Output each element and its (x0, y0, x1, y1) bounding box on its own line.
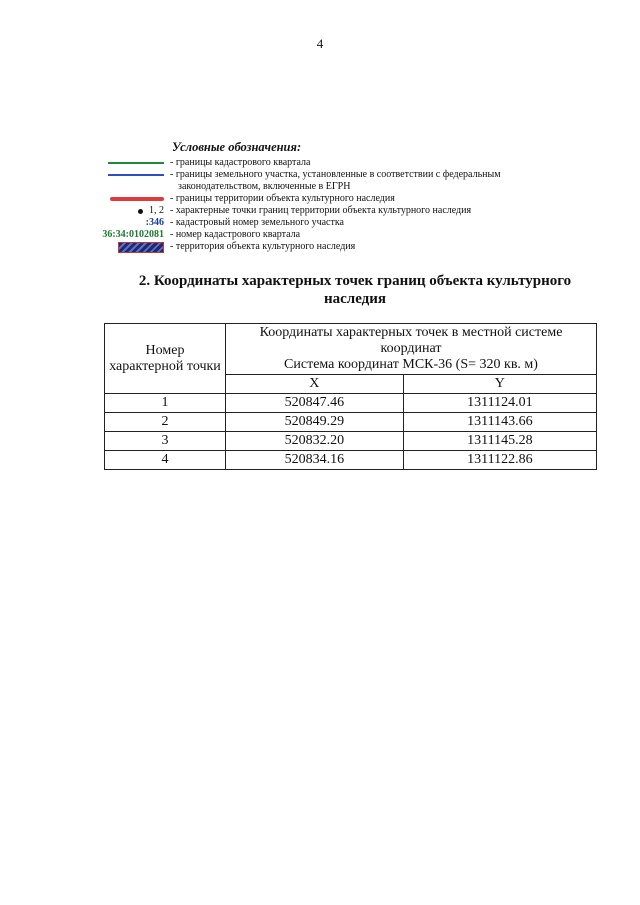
page-number: 4 (316, 36, 324, 51)
header-coordinates (226, 324, 597, 375)
table-row (105, 451, 597, 470)
green-line-symbol (100, 157, 170, 169)
point-number-cell: 2 (105, 413, 226, 432)
legend-text: - номер кадастрового квартала (170, 229, 301, 240)
legend-item-quarter-boundary (100, 157, 580, 169)
legend-item-parcel-boundary (100, 169, 580, 181)
header-coordinate-system: Система координат МСК-36 (S= 320 кв. м) (284, 357, 538, 372)
cadastral-number-label: :346 (145, 217, 164, 228)
section-heading: 2. Координаты характерных точек границ объекта культурного наследия (138, 273, 572, 307)
y-cell: 1311143.66 (403, 413, 596, 432)
header-y: Y (403, 375, 596, 394)
x-cell: 520847.46 (226, 394, 404, 413)
header-coordinates-title: Координаты характерных точек в местной системе координат (259, 325, 563, 356)
header-point-number: Номер характерной точки (105, 324, 226, 394)
point-number-cell: 4 (105, 451, 226, 470)
legend-text: - границы территории объекта культурного наследия (170, 193, 395, 204)
legend-item-points (100, 205, 580, 217)
legend-text: - территория объекта культурного наследия (170, 241, 356, 252)
x-cell: 520832.20 (226, 432, 404, 451)
legend-item-quarter-number (100, 229, 580, 241)
point-dot-icon (138, 209, 143, 214)
point-symbol (100, 205, 170, 217)
legend-item-cadastral-number (100, 217, 580, 229)
quarter-number-label: 36:34:0102081 (102, 229, 164, 240)
hatch-symbol (100, 241, 170, 253)
legend-item-continuation (100, 181, 580, 193)
header-x: X (226, 375, 404, 394)
legend-text: - границы земельного участка, установленные в соответствии с федеральным (170, 169, 501, 180)
coordinates-table (104, 323, 597, 470)
legend-item-heritage-boundary (100, 193, 580, 205)
legend-text: - границы кадастрового квартала (170, 157, 311, 168)
legend-text: - кадастровый номер земельного участка (170, 217, 344, 228)
table-row (105, 432, 597, 451)
legend-text: - характерные точки границ территории объекта культурного наследия (170, 205, 472, 216)
point-label: 1, 2 (149, 205, 164, 216)
legend-item-heritage-territory (100, 241, 580, 253)
x-cell: 520834.16 (226, 451, 404, 470)
y-cell: 1311145.28 (403, 432, 596, 451)
y-cell: 1311124.01 (403, 394, 596, 413)
legend-text: законодательством, включенные в ЕГРН (178, 181, 351, 192)
blue-line-symbol (100, 169, 170, 181)
table-row (105, 413, 597, 432)
point-number-cell: 3 (105, 432, 226, 451)
x-cell: 520849.29 (226, 413, 404, 432)
point-number-cell: 1 (105, 394, 226, 413)
legend-title: Условные обозначения: (172, 140, 302, 154)
red-line-symbol (100, 193, 170, 205)
table-row (105, 394, 597, 413)
y-cell: 1311122.86 (403, 451, 596, 470)
legend (100, 140, 580, 253)
